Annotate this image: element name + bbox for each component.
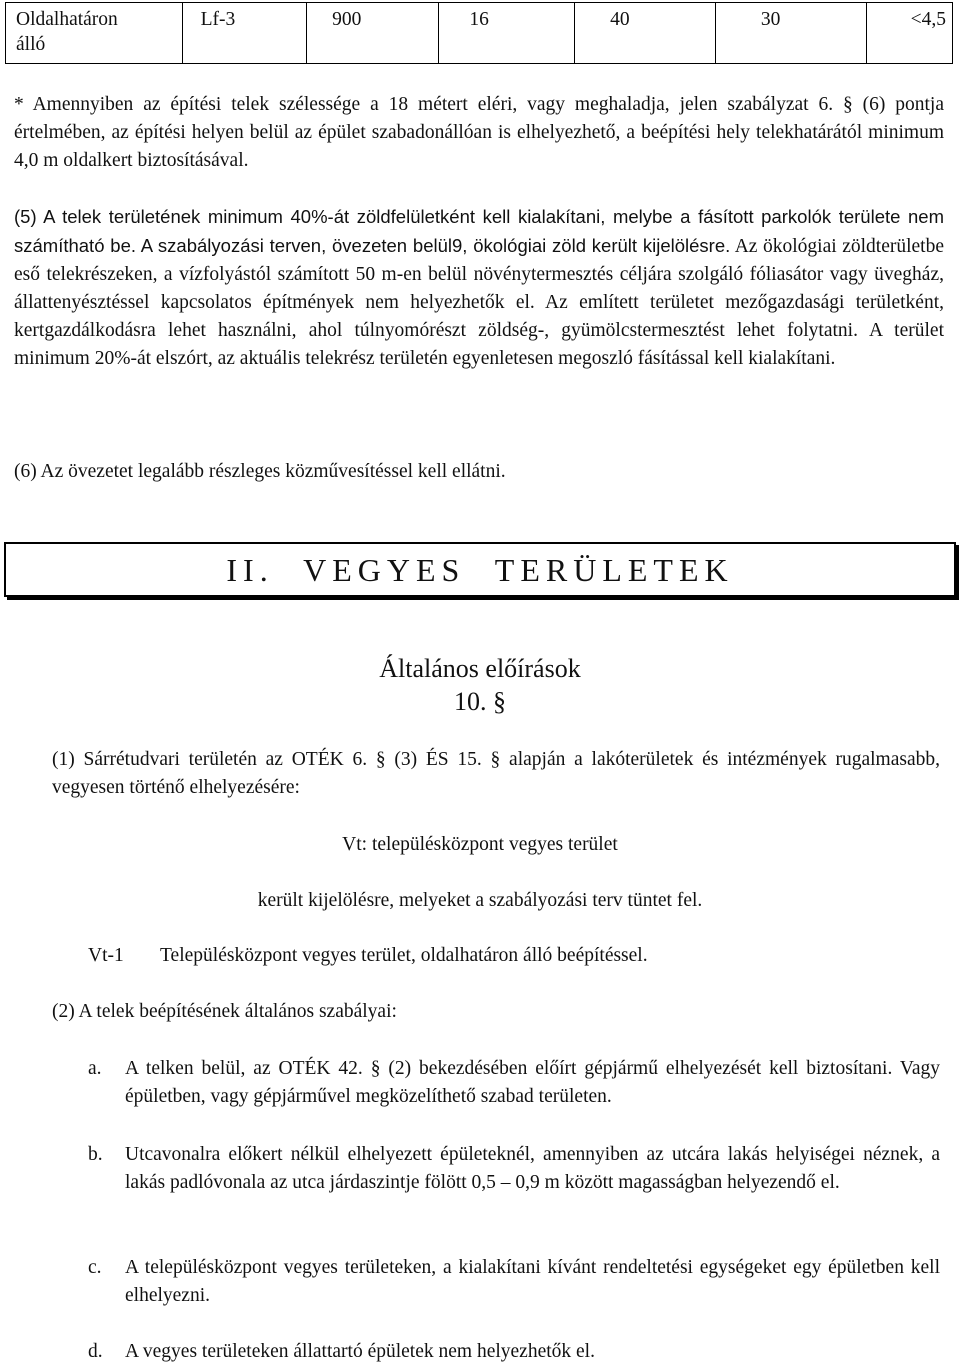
list-item-label: c. [88, 1257, 102, 1278]
subsection-heading: Általános előírások [379, 654, 581, 683]
section-number: 10. § [454, 687, 506, 716]
section-title: II. VEGYES TERÜLETEK [226, 552, 734, 588]
paragraph-5-part-1: (5) A telek területének minimum 40%-át zöldfelületként kell kialakítani, melybe a fásított parkolók területe nem számítható be. A szabályozási terven, övezeten belül9, ökológiai zöld került kijelölésre. [14, 206, 944, 256]
paragraph-5 [14, 203, 944, 373]
list-item [88, 1338, 940, 1366]
list-item-text: A telken belül, az OTÉK 42. § (2) bekezdésében előírt gépjármű elhelyezését kell biztosítani. Vagy épületben, vagy gépjárművel megközelíthető szabad területen. [125, 1058, 940, 1107]
table-cell: 900 [307, 3, 439, 64]
paragraph-1: (1) Sárrétudvari területén az OTÉK 6. § (3) ÉS 15. § alapján a lakóterületek és intézmények rugalmasabb, vegyesen történő elhelyezésére: [52, 749, 940, 798]
table-row [6, 3, 953, 64]
list-item [88, 1254, 940, 1314]
table-cell: 30 [715, 3, 866, 64]
list-item [88, 1141, 940, 1231]
list-item-text: A településközpont vegyes területeken, a kialakítani kívánt rendeltetési egységeket egy épületben kell elhelyezni. [125, 1257, 940, 1306]
list-item [88, 1055, 940, 1115]
list-item-label: d. [88, 1341, 103, 1362]
vt1-code: Vt-1 [88, 945, 124, 966]
table-cell: Oldalhatáron álló [6, 3, 183, 64]
table-cell: 16 [439, 3, 575, 64]
list-item-label: a. [88, 1058, 102, 1079]
paragraph-6: (6) Az övezetet legalább részleges közművesítéssel kell ellátni. [14, 461, 506, 482]
paragraph-2: (2) A telek beépítésének általános szabályai: [52, 1001, 397, 1022]
table-cell: <4,5 [866, 3, 952, 64]
section-header-box [4, 542, 956, 597]
table-cell: 40 [575, 3, 716, 64]
vt-description: került kijelölésre, melyeket a szabályozási terv tüntet fel. [257, 890, 703, 911]
list-item-text: A vegyes területeken állattartó épületek nem helyezhetők el. [125, 1341, 595, 1362]
footnote-paragraph: * Amennyiben az építési telek szélessége a 18 métert eléri, vagy meghaladja, jelen szabályzat 6. § (6) pontja értelmében, az építési helyen belül az épület szabadonállóan is elhelyezhető, a beépítési hely telekhatárától minimum 4,0 m oldalkert biztosításával. [14, 94, 944, 171]
table-cell: Lf-3 [182, 3, 307, 64]
zoning-table [5, 2, 953, 64]
vt-title: Vt: településközpont vegyes terület [342, 834, 618, 855]
paragraph-5-part-2: Az ökológiai zöldterületbe eső telekrészeken, a vízfolyástól számított 50 m-en belül növénytermesztés céljára szolgáló fóliasátor vagy üvegház, állattenyésztéssel kapcsolatos építmények nem helyezhetők el. Az említett területet mezőgazdasági területként, kertgazdálkodásra lehet használni, ahol túlnyomórészt zöldség-, gyümölcstermesztést lehet folytatni. A terület minimum 20%-át elszórt, az aktuális telekrész területén egyenletesen megoszló fásítással kell kialakítani. [14, 236, 944, 369]
list-item-text: Utcavonalra előkert nélkül elhelyezett épületeknél, amennyiben az utcára lakás helyiségei néznek, a lakás padlóvonala az utca járdaszintje fölött 0,5 – 0,9 m között magasságban helyezendő el. [125, 1144, 940, 1193]
list-item-label: b. [88, 1144, 103, 1165]
vt1-text: Településközpont vegyes terület, oldalhatáron álló beépítéssel. [160, 945, 648, 966]
